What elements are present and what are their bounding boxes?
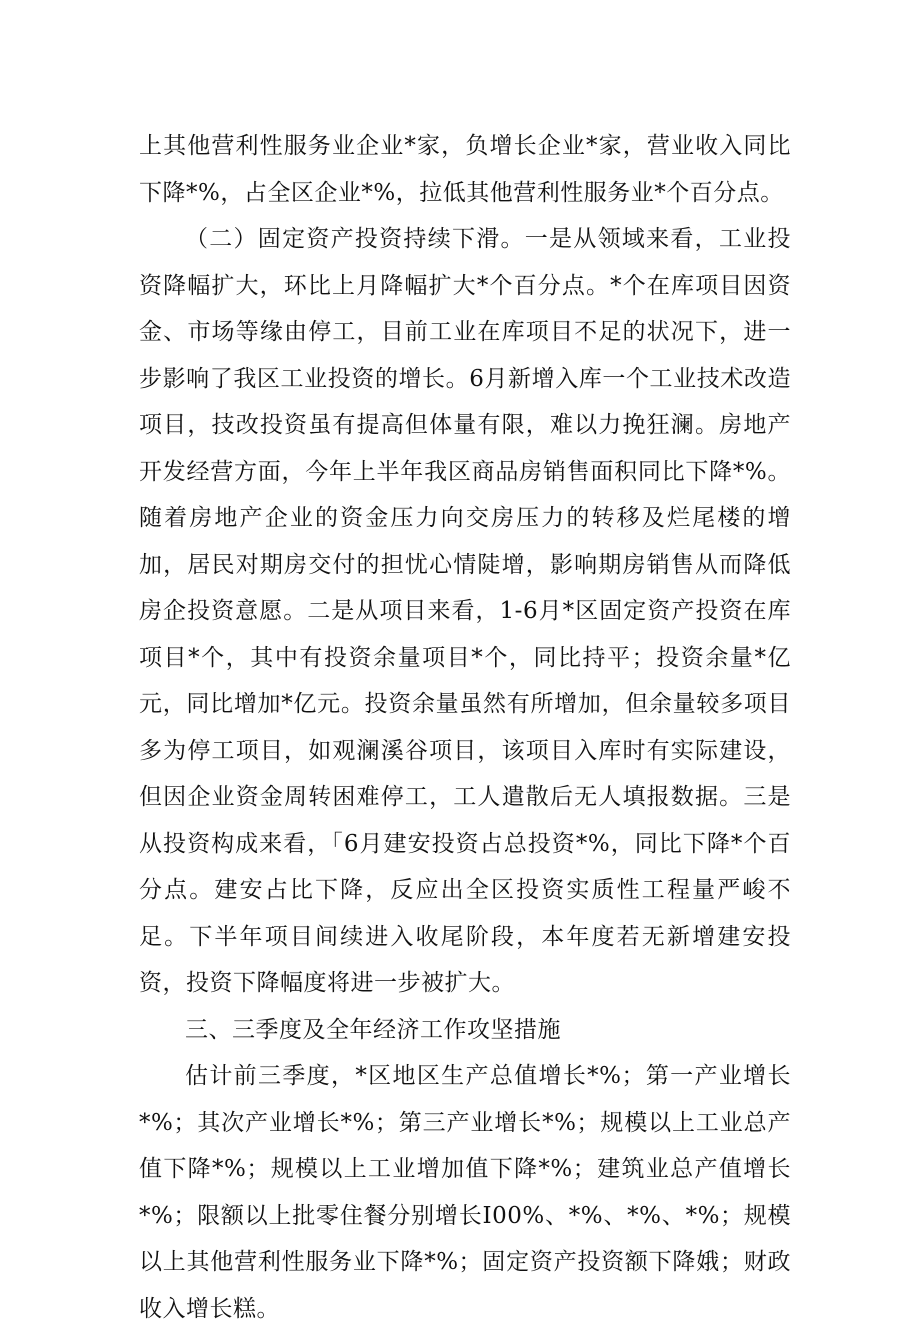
- paragraph-estimates: 估计前三季度，*区地区生产总值增长*%；第一产业增长*%；其次产业增长*%；第三产业增长*%；规模以上工业总产值下降*%；规模以上工业增加值下降*%；建筑业总产值增长*%；限额以上批零住餐分别增长I00%、*%、*%、*%；规模以上其他营利性服务业下降*%；固定资产投资额下降娥；财政收入增长糕。: [139, 1063, 791, 1322]
- paragraph-fixed-asset-investment: （二）固定资产投资持续下滑。一是从领域来看，工业投资降幅扩大，环比上月降幅扩大*个百分点。*个在库项目因资金、市场等缘由停工，目前工业在库项目不足的状况下，进一步影响了我区工业投资的增长。6月新增入库一个工业技术改造项目，技改投资虽有提高但体量有限，难以力挽狂澜。房地产开发经营方面，今年上半年我区商品房销售面积同比下降*%。随着房地产企业的资金压力向交房压力的转移及烂尾楼的增加，居民对期房交付的担忧心情陡增，影响期房销售从而降低房企投资意愿。二是从项目来看，1-6月*区固定资产投资在库项目*个，其中有投资余量项目*个，同比持平；投资余量*亿元，同比增加*亿元。投资余量虽然有所增加，但余量较多项目多为停工项目，如观澜溪谷项目，该项目入库时有实际建设，但因企业资金周转困难停工，工人遣散后无人填报数据。三是从投资构成来看，「6月建安投资占总投资*%，同比下降*个百分点。建安占比下降，反应出全区投资实质性工程量严峻不足。下半年项目间续进入收尾阶段，本年度若无新增建安投资，投资下降幅度将进一步被扩大。: [139, 226, 791, 996]
- document-body: [139, 123, 791, 1332]
- paragraph-continuation: 上其他营利性服务业企业*家，负增长企业*家，营业收入同比下降*%，占全区企业*%，拉低其他营利性服务业*个百分点。: [139, 133, 791, 206]
- section-heading-measures: 三、三季度及全年经济工作攻坚措施: [185, 1016, 561, 1043]
